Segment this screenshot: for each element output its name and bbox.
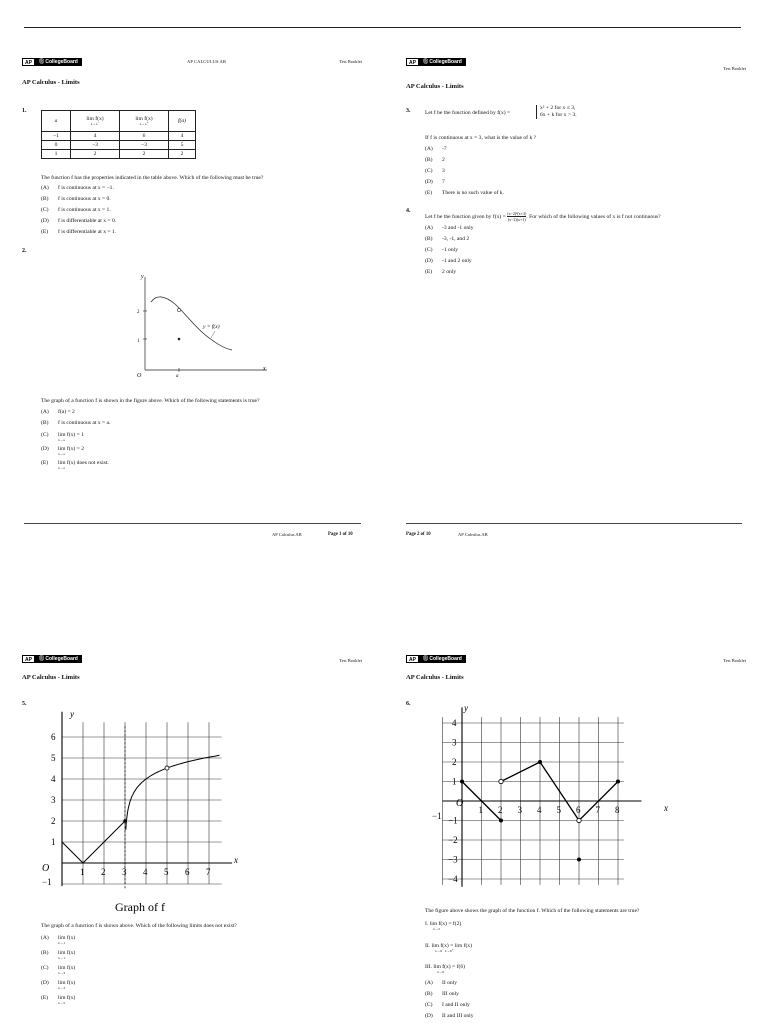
y-tick-label: 2 (51, 816, 56, 826)
header-booklet: Test Booklet (723, 66, 746, 71)
question-stem: If f is continuous at x = 3, what is the value of k ? (425, 135, 537, 141)
footer-course: AP Calculus AB (458, 532, 488, 537)
svg-text:a: a (176, 374, 179, 379)
y-tick-label: 5 (51, 753, 56, 763)
table-header: a (42, 111, 71, 132)
x-tick-label: 3 (122, 867, 127, 877)
question-stem: The graph of a function f is shown above. Which of the following limits does not exist? (41, 923, 237, 929)
y-tick-label: −1 (448, 815, 458, 826)
answer-option: (B) -3, -1, and 2 (425, 236, 470, 242)
svg-text:1: 1 (137, 339, 140, 344)
page-title: AP Calculus - Limits (22, 79, 80, 86)
question-number: 2. (22, 248, 27, 254)
svg-text:x: x (664, 803, 668, 813)
graph-curve (126, 755, 220, 829)
limits-table (41, 110, 196, 159)
answer-option: (D) 7 (425, 179, 445, 185)
svg-text:y: y (464, 703, 468, 713)
q6-graph (428, 699, 678, 899)
x-tick-label: 5 (164, 867, 169, 877)
page-2 (406, 58, 746, 275)
answer-option: (D) f is differentiable at x = 0. (41, 218, 117, 224)
table-header: lim f(x) x→a⁺ (120, 111, 169, 132)
footer-divider (24, 523, 361, 524)
svg-text:2: 2 (137, 310, 140, 315)
page-3 (22, 655, 362, 1005)
header-booklet: Test Booklet (339, 59, 362, 64)
closed-point (460, 780, 464, 784)
svg-text:Graph of f: Graph of f (115, 900, 165, 914)
top-divider (24, 27, 741, 28)
question-stem: Let f be the function defined by f(x) = (425, 110, 511, 116)
svg-text:−1: −1 (432, 811, 442, 821)
question-stem: The function f has the properties indicated in the table above. Which of the following must be true? (41, 175, 264, 181)
table-header: lim f(x) x→a⁻ (71, 111, 120, 132)
x-tick-label: 3 (517, 805, 522, 815)
x-tick-label: 8 (615, 805, 620, 815)
svg-text:x: x (234, 855, 238, 865)
y-tick-label: 3 (452, 737, 457, 748)
footer-divider (406, 523, 742, 524)
svg-text:y: y (70, 709, 74, 719)
svg-text:O: O (137, 373, 142, 379)
answer-option: (A) II only (425, 980, 458, 986)
y-tick-label: 1 (452, 776, 457, 787)
question-number: 3. (406, 108, 411, 114)
y-tick-label: 6 (51, 732, 56, 742)
x-tick-label: 5 (556, 805, 561, 815)
fraction: $\frac{\text{(x−2)²(x+3)}}{(x-2)(x+1)}$ (507, 211, 527, 222)
answer-option: (E) There is no such value of k. (425, 190, 504, 196)
question-number: 6. (406, 701, 411, 707)
open-point (499, 779, 503, 783)
answer-option: (B) III only (425, 991, 459, 997)
x-tick-label: 6 (576, 805, 581, 815)
x-tick-label: 7 (595, 805, 600, 815)
answer-option: (A) -3 and -1 only (425, 225, 474, 231)
collegeboard-logo: AP Ⓡ CollegeBoard (22, 655, 82, 663)
question-number: 5. (22, 701, 27, 707)
x-tick-label: 6 (185, 867, 190, 877)
svg-text:x: x (263, 366, 266, 372)
answer-option: (C) I and II only (425, 1002, 470, 1008)
page-title: AP Calculus - Limits (22, 674, 80, 681)
header-booklet: Test Booklet (723, 658, 746, 663)
answer-option: (A) -7 (425, 146, 447, 152)
x-tick-label: 2 (101, 867, 106, 877)
table-row: 0 −3 −3 5 (42, 141, 196, 150)
collegeboard-logo: AP Ⓡ CollegeBoard (406, 58, 466, 66)
question-stem: The graph of a function f is shown in the figure above. Which of the following statements is true? (41, 398, 260, 404)
y-tick-label: −2 (448, 835, 458, 845)
answer-option: (E) f is differentiable at x = 1. (41, 229, 117, 235)
y-tick-label: 1 (51, 837, 56, 847)
answer-option: (C) f is continuous at x = 1. (41, 207, 111, 213)
answer-option: (D) lim f(x) = 2 x→a (41, 446, 84, 456)
open-point (577, 818, 581, 822)
collegeboard-logo: AP Ⓡ CollegeBoard (406, 655, 466, 663)
svg-text:O: O (42, 863, 50, 874)
closed-point (577, 858, 581, 862)
page-header (22, 655, 362, 669)
y-tick-label: 4 (452, 718, 457, 728)
page-title: AP Calculus - Limits (406, 674, 464, 681)
svg-text:y = f(x): y = f(x) (203, 324, 220, 330)
answer-option: (C) lim f(x) = 1 x→a (41, 432, 84, 442)
closed-point (499, 819, 503, 823)
x-tick-label: 4 (537, 805, 542, 815)
page-header (406, 655, 746, 669)
open-point (165, 766, 169, 770)
page-4 (406, 655, 746, 1019)
answer-option: (C) 3 (425, 168, 445, 174)
collegeboard-logo: AP Ⓡ CollegeBoard (22, 58, 82, 66)
statement: III. lim f(x) = f(6) x→6 (425, 964, 465, 974)
answer-option: (C) -1 only (425, 247, 459, 253)
page-title: AP Calculus - Limits (406, 83, 464, 90)
answer-option: (A) f(a) = 2 (41, 409, 75, 415)
page-1 (22, 58, 362, 470)
x-tick-label: 1 (80, 867, 85, 877)
x-tick-label: 2 (498, 805, 503, 815)
answer-option: (B) 2 (425, 157, 445, 163)
question-stem: Let f be the function given by f(x) = $\frac{\text{(x−2)²(x+3)}}{(x-2)(x+1)}$ . For which of the following values of x is f not continuous? (425, 211, 661, 222)
statement: I. lim f(x) = f(2) x→2 (425, 921, 462, 931)
y-tick-label: −3 (448, 854, 458, 865)
footer-course: AP Calculus AB (272, 532, 302, 537)
y-tick-label: −4 (448, 874, 458, 884)
table-row: −1 4 6 4 (42, 132, 196, 141)
y-tick-label: 2 (452, 757, 457, 767)
statement: II. lim f(x) = lim f(x) x→6⁻ x→6⁺ (425, 943, 472, 953)
header-course: AP CALCULUS AB (187, 59, 226, 64)
page-header (406, 58, 746, 72)
svg-text:−1: −1 (42, 877, 52, 887)
closed-point (616, 780, 620, 784)
answer-option: (D) II and III only (425, 1013, 474, 1019)
answer-option: (B) f is continuous at x = 0. (41, 196, 111, 202)
svg-text:y: y (141, 274, 144, 280)
closed-point (538, 760, 542, 764)
answer-option: (A) f is continuous at x = −1. (41, 185, 114, 191)
answer-option: (B) f is continuous at x = a. (41, 420, 111, 426)
answer-option: (C) lim f(x) x→3 (41, 965, 76, 975)
header-booklet: Test Booklet (339, 658, 362, 663)
q2-graph (127, 272, 277, 382)
x-tick-label: 4 (143, 867, 148, 877)
answer-option: (A) lim f(x) x→1 (41, 935, 76, 945)
x-tick-label: 7 (206, 867, 211, 877)
page-header (22, 58, 362, 72)
question-number: 4. (406, 208, 411, 214)
table-header: f(a) (169, 111, 196, 132)
x-tick-label: 1 (478, 805, 483, 815)
answer-option: (D) -1 and 2 only (425, 258, 472, 264)
piecewise-definition: x² + 2 for x ≤ 3, 6x + k for x > 3. (536, 105, 577, 119)
footer-page: Page 2 of 10 (406, 532, 431, 537)
answer-option: (E) lim f(x) x→5 (41, 995, 76, 1005)
answer-option: (B) lim f(x) x→1 (41, 950, 76, 960)
answer-option: (D) lim f(x) x→3 (41, 980, 76, 990)
q5-graph (34, 705, 239, 925)
y-tick-label: 3 (51, 795, 56, 805)
question-stem: The figure above shows the graph of the function f. Which of the following statements are true? (425, 908, 640, 914)
question-number: 1. (22, 108, 27, 114)
answer-option: (E) lim f(x) does not exist. x→a (41, 460, 109, 470)
y-tick-label: 4 (51, 774, 56, 784)
svg-text:O: O (456, 798, 464, 809)
answer-option: (E) 2 only (425, 269, 457, 275)
footer-page: Page 1 of 10 (328, 532, 353, 537)
table-row: 1 2 2 2 (42, 150, 196, 159)
